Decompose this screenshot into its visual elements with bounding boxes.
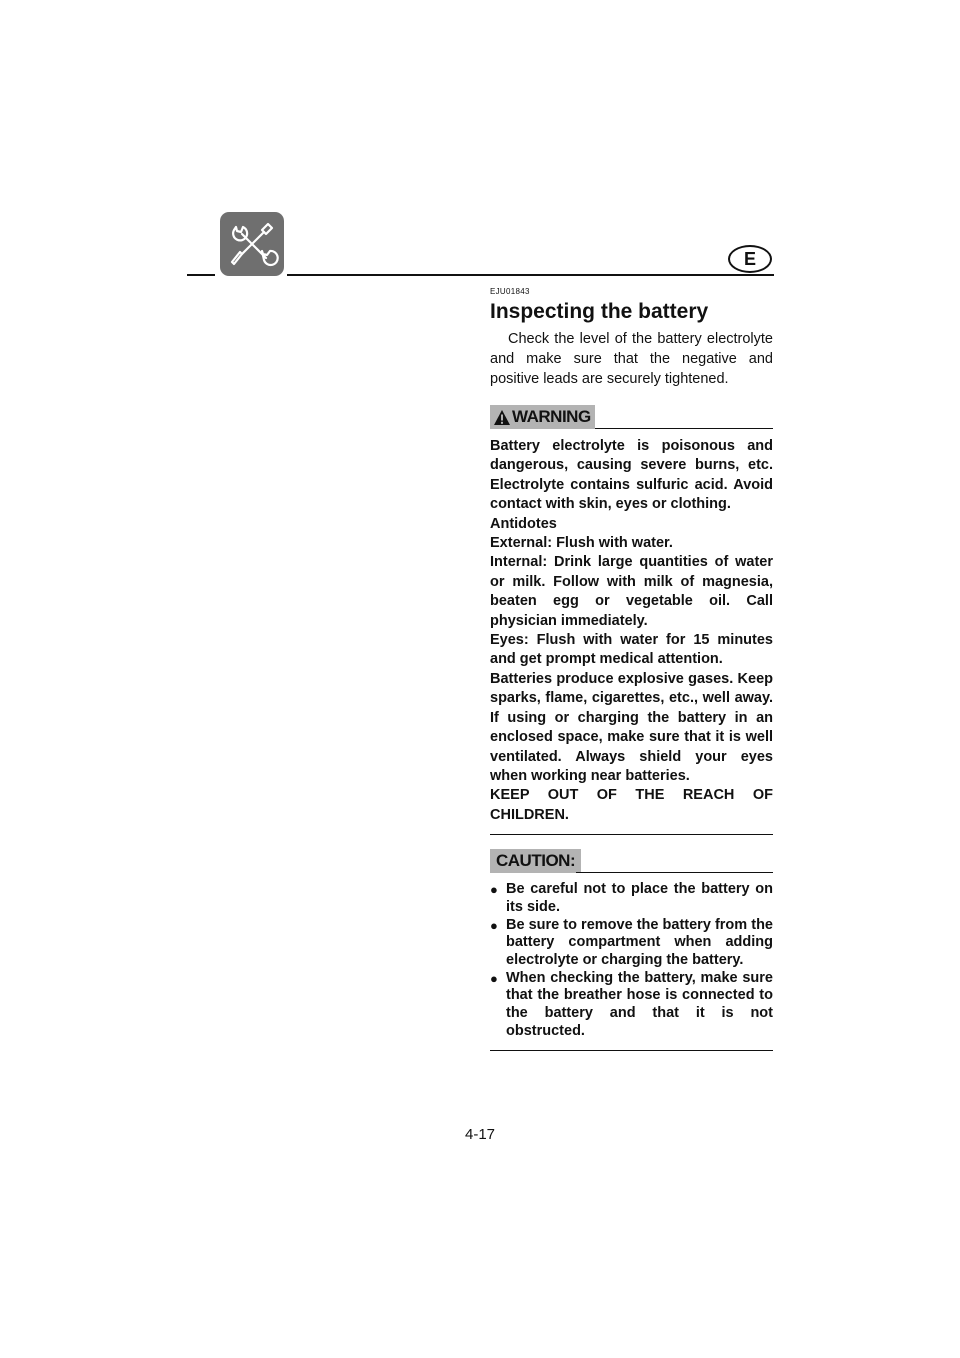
bullet-icon: ● (490, 882, 498, 898)
warning-paragraph: Antidotes (490, 515, 557, 532)
intro-paragraph: Check the level of the battery electrolyte and make sure that the negative and positive leads are securely tightened. (490, 331, 773, 387)
warning-paragraph: Internal: Drink large quantities of water or milk. Follow with milk of magnesia, beaten egg or vegetable oil. Call physician immediately. (490, 554, 773, 629)
warning-paragraph: KEEP OUT OF THE REACH OF CHILDREN. (490, 787, 773, 823)
caution-end-rule (490, 1050, 773, 1051)
warning-paragraph: External: Flush with water. (490, 535, 673, 552)
wrench-screwdriver-icon (220, 212, 284, 276)
caution-header-rule (576, 872, 773, 873)
warning-badge (490, 405, 595, 429)
bullet-icon: ● (490, 970, 498, 986)
warning-header (490, 405, 773, 431)
header-rule-left (187, 274, 215, 276)
warning-label: WARNING (512, 407, 591, 426)
warning-paragraph: Batteries produce explosive gases. Keep sparks, flame, cigarettes, etc., well away. If using or charging the battery in an enclosed space, make sure that it is well ventilated. Always shield your eyes when working near batteries. (490, 670, 773, 784)
caution-list (490, 881, 773, 1040)
caution-header (490, 849, 773, 875)
page-number: 4-17 (464, 1126, 496, 1143)
caution-badge (490, 849, 581, 873)
list-item: ● Be sure to remove the battery from the battery compartment when adding electrolyte or charging the battery. (490, 916, 773, 968)
language-badge: E (728, 245, 772, 273)
section-title: Inspecting the battery (490, 300, 709, 323)
bullet-icon: ● (490, 917, 498, 933)
warning-header-rule (595, 428, 773, 429)
main-content (490, 287, 773, 1051)
warning-paragraph: Battery electrolyte is poisonous and dangerous, causing severe burns, etc. Electrolyte contains sulfuric acid. Avoid contact with skin, eyes or clothing. (490, 438, 773, 513)
document-code: EJU01843 (490, 287, 530, 296)
caution-label: CAUTION: (496, 851, 576, 871)
list-item: ● Be careful not to place the battery on its side. (490, 881, 773, 915)
warning-paragraph: Eyes: Flush with water for 15 minutes and get prompt medical attention. (490, 632, 773, 668)
list-item: ● When checking the battery, make sure that the breather hose is connected to the battery and that it is not obstructed. (490, 969, 773, 1039)
warning-body (490, 437, 773, 825)
warning-end-rule (490, 834, 773, 835)
warning-triangle-icon (493, 409, 511, 426)
header-rule-right (287, 274, 774, 276)
